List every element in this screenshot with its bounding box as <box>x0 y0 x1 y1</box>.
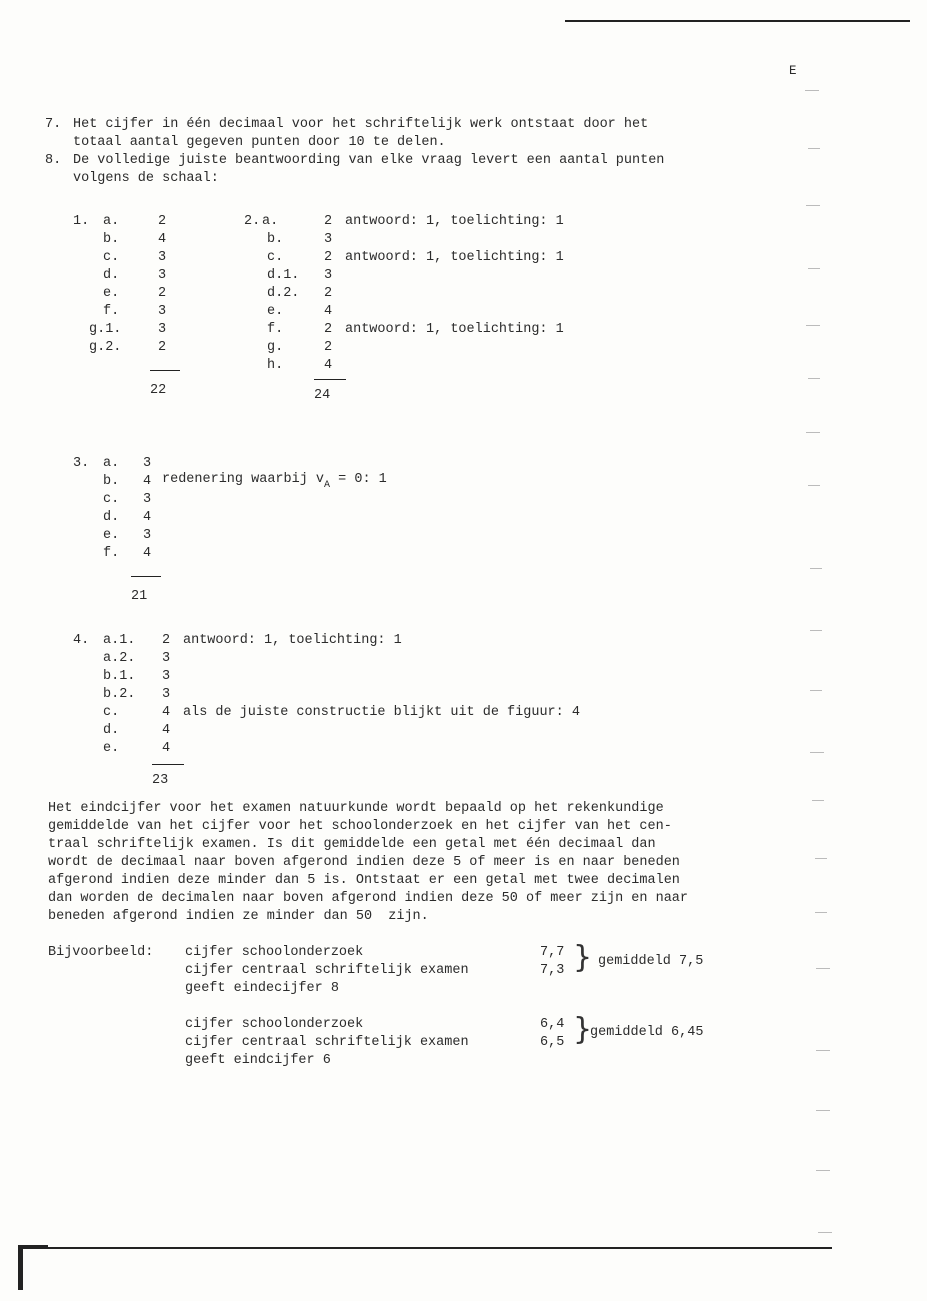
row-label: d. <box>103 723 120 738</box>
row-label: f. <box>267 322 284 337</box>
corner-mark: E <box>789 64 797 78</box>
row-label: c. <box>267 250 284 265</box>
row-label: a. <box>103 214 120 229</box>
row-label: f. <box>103 304 120 319</box>
row-points: 4 <box>162 705 171 720</box>
row-label: e. <box>103 286 120 301</box>
note-text: redenering waarbij v <box>162 472 325 487</box>
paragraph-line: Het eindcijfer voor het examen natuurkunde wordt bepaald op het rekenkundige <box>48 801 664 816</box>
row-label: d. <box>103 510 120 525</box>
question-number: 4. <box>73 633 90 648</box>
example-value: 7,7 <box>540 945 565 960</box>
row-points: 4 <box>162 723 171 738</box>
bottom-corner-top <box>18 1245 48 1249</box>
row-label: d. <box>103 268 120 283</box>
row-points: 2 <box>324 286 333 301</box>
row-label: c. <box>103 250 120 265</box>
row-label: b.1. <box>103 669 136 684</box>
example-average: gemiddeld 7,5 <box>598 954 704 969</box>
row-points: 4 <box>158 232 167 247</box>
top-rule <box>565 20 910 22</box>
row-label: g.1. <box>89 322 122 337</box>
row-points: 4 <box>324 304 333 319</box>
note-subscript: A <box>324 480 331 491</box>
margin-tick <box>816 1050 830 1051</box>
row-label: b. <box>267 232 284 247</box>
example-line: cijfer schoolonderzoek <box>185 1017 364 1032</box>
total-points: 24 <box>314 388 331 403</box>
row-points: 3 <box>143 456 152 471</box>
margin-tick <box>806 205 820 206</box>
sum-line <box>314 379 346 380</box>
margin-tick <box>816 968 830 969</box>
row-note <box>162 471 387 495</box>
row-points: 3 <box>162 651 171 666</box>
row-label: c. <box>103 492 120 507</box>
row-label: d.2. <box>267 286 300 301</box>
margin-tick <box>815 912 827 913</box>
paragraph-line: afgerond indien deze minder dan 5 is. Ontstaat er een getal met twee decimalen <box>48 873 680 888</box>
row-points: 4 <box>324 358 333 373</box>
row-label: a.2. <box>103 651 136 666</box>
row-points: 2 <box>324 250 333 265</box>
margin-tick <box>810 690 822 691</box>
row-points: 3 <box>143 528 152 543</box>
margin-tick <box>810 568 822 569</box>
row-points: 2 <box>324 214 333 229</box>
row-points: 4 <box>143 510 152 525</box>
example-value: 7,3 <box>540 963 565 978</box>
paragraph-line: beneden afgerond indien ze minder dan 50 zijn. <box>48 909 429 924</box>
paragraph-line: traal schriftelijk examen. Is dit gemiddelde een getal met één decimaal dan <box>48 837 656 852</box>
row-label: a. <box>262 214 279 229</box>
row-points: 2 <box>162 633 171 648</box>
row-points: 2 <box>158 286 167 301</box>
row-label: d.1. <box>267 268 300 283</box>
row-note: antwoord: 1, toelichting: 1 <box>345 250 564 265</box>
note-text: = 0: 1 <box>330 472 387 487</box>
margin-tick <box>816 1110 830 1111</box>
row-label: b. <box>103 232 120 247</box>
rule-text: totaal aantal gegeven punten door 10 te delen. <box>73 135 446 150</box>
example-line: cijfer schoolonderzoek <box>185 945 364 960</box>
margin-tick <box>808 268 820 269</box>
rule-text: De volledige juiste beantwoording van elke vraag levert een aantal punten <box>73 153 665 168</box>
total-points: 22 <box>150 383 167 398</box>
rule-number: 7. <box>45 117 62 132</box>
row-points: 2 <box>324 340 333 355</box>
right-brace-icon: } <box>573 940 593 975</box>
example-value: 6,5 <box>540 1035 565 1050</box>
row-points: 2 <box>324 322 333 337</box>
sum-line <box>152 764 184 765</box>
row-points: 3 <box>158 268 167 283</box>
row-points: 3 <box>158 322 167 337</box>
row-points: 3 <box>162 669 171 684</box>
row-label: b.2. <box>103 687 136 702</box>
paragraph-line: dan worden de decimalen naar boven afgerond indien deze 50 of meer zijn en naar <box>48 891 689 906</box>
margin-tick <box>808 148 820 149</box>
example-average: gemiddeld 6,45 <box>590 1025 704 1040</box>
row-label: e. <box>103 528 120 543</box>
rule-number: 8. <box>45 153 62 168</box>
row-points: 4 <box>162 741 171 756</box>
row-points: 3 <box>162 687 171 702</box>
paragraph-line: gemiddelde van het cijfer voor het schoolonderzoek en het cijfer van het cen- <box>48 819 672 834</box>
row-note: als de juiste constructie blijkt uit de figuur: 4 <box>183 705 580 720</box>
question-number: 2. <box>244 214 261 229</box>
margin-tick <box>812 800 824 801</box>
margin-tick <box>806 432 820 433</box>
row-points: 4 <box>143 546 152 561</box>
example-value: 6,4 <box>540 1017 565 1032</box>
sum-line <box>131 576 161 577</box>
row-points: 3 <box>143 492 152 507</box>
margin-tick <box>808 378 820 379</box>
row-points: 3 <box>158 250 167 265</box>
row-label: g. <box>267 340 284 355</box>
question-number: 1. <box>73 214 90 229</box>
row-label: e. <box>267 304 284 319</box>
right-brace-icon: } <box>573 1012 593 1047</box>
margin-tick <box>810 752 824 753</box>
row-note: antwoord: 1, toelichting: 1 <box>183 633 402 648</box>
example-line: cijfer centraal schriftelijk examen <box>185 963 469 978</box>
paragraph-line: wordt de decimaal naar boven afgerond indien deze 5 of meer is en naar beneden <box>48 855 680 870</box>
question-number: 3. <box>73 456 90 471</box>
margin-tick <box>805 90 819 91</box>
total-points: 21 <box>131 589 148 604</box>
row-label: c. <box>103 705 120 720</box>
row-note: antwoord: 1, toelichting: 1 <box>345 214 564 229</box>
row-label: b. <box>103 474 120 489</box>
row-points: 3 <box>158 304 167 319</box>
row-points: 2 <box>158 340 167 355</box>
row-label: g.2. <box>89 340 122 355</box>
row-label: a. <box>103 456 120 471</box>
total-points: 23 <box>152 773 169 788</box>
rule-text: volgens de schaal: <box>73 171 219 186</box>
row-label: f. <box>103 546 120 561</box>
row-points: 3 <box>324 268 333 283</box>
example-line: cijfer centraal schriftelijk examen <box>185 1035 469 1050</box>
row-note: antwoord: 1, toelichting: 1 <box>345 322 564 337</box>
bottom-corner-bar <box>18 1245 23 1290</box>
example-intro: Bijvoorbeeld: <box>48 945 154 960</box>
sum-line <box>150 370 180 371</box>
row-points: 4 <box>143 474 152 489</box>
example-result: geeft eindecijfer 8 <box>185 981 339 996</box>
row-label: h. <box>267 358 284 373</box>
margin-tick <box>808 485 820 486</box>
margin-tick <box>815 858 827 859</box>
margin-tick <box>816 1170 830 1171</box>
margin-tick <box>806 325 820 326</box>
margin-tick <box>810 630 822 631</box>
example-result: geeft eindcijfer 6 <box>185 1053 331 1068</box>
rule-text: Het cijfer in één decimaal voor het schriftelijk werk ontstaat door het <box>73 117 649 132</box>
row-points: 2 <box>158 214 167 229</box>
row-label: e. <box>103 741 120 756</box>
row-points: 3 <box>324 232 333 247</box>
bottom-rule <box>22 1247 832 1249</box>
margin-tick <box>818 1232 832 1233</box>
row-label: a.1. <box>103 633 136 648</box>
